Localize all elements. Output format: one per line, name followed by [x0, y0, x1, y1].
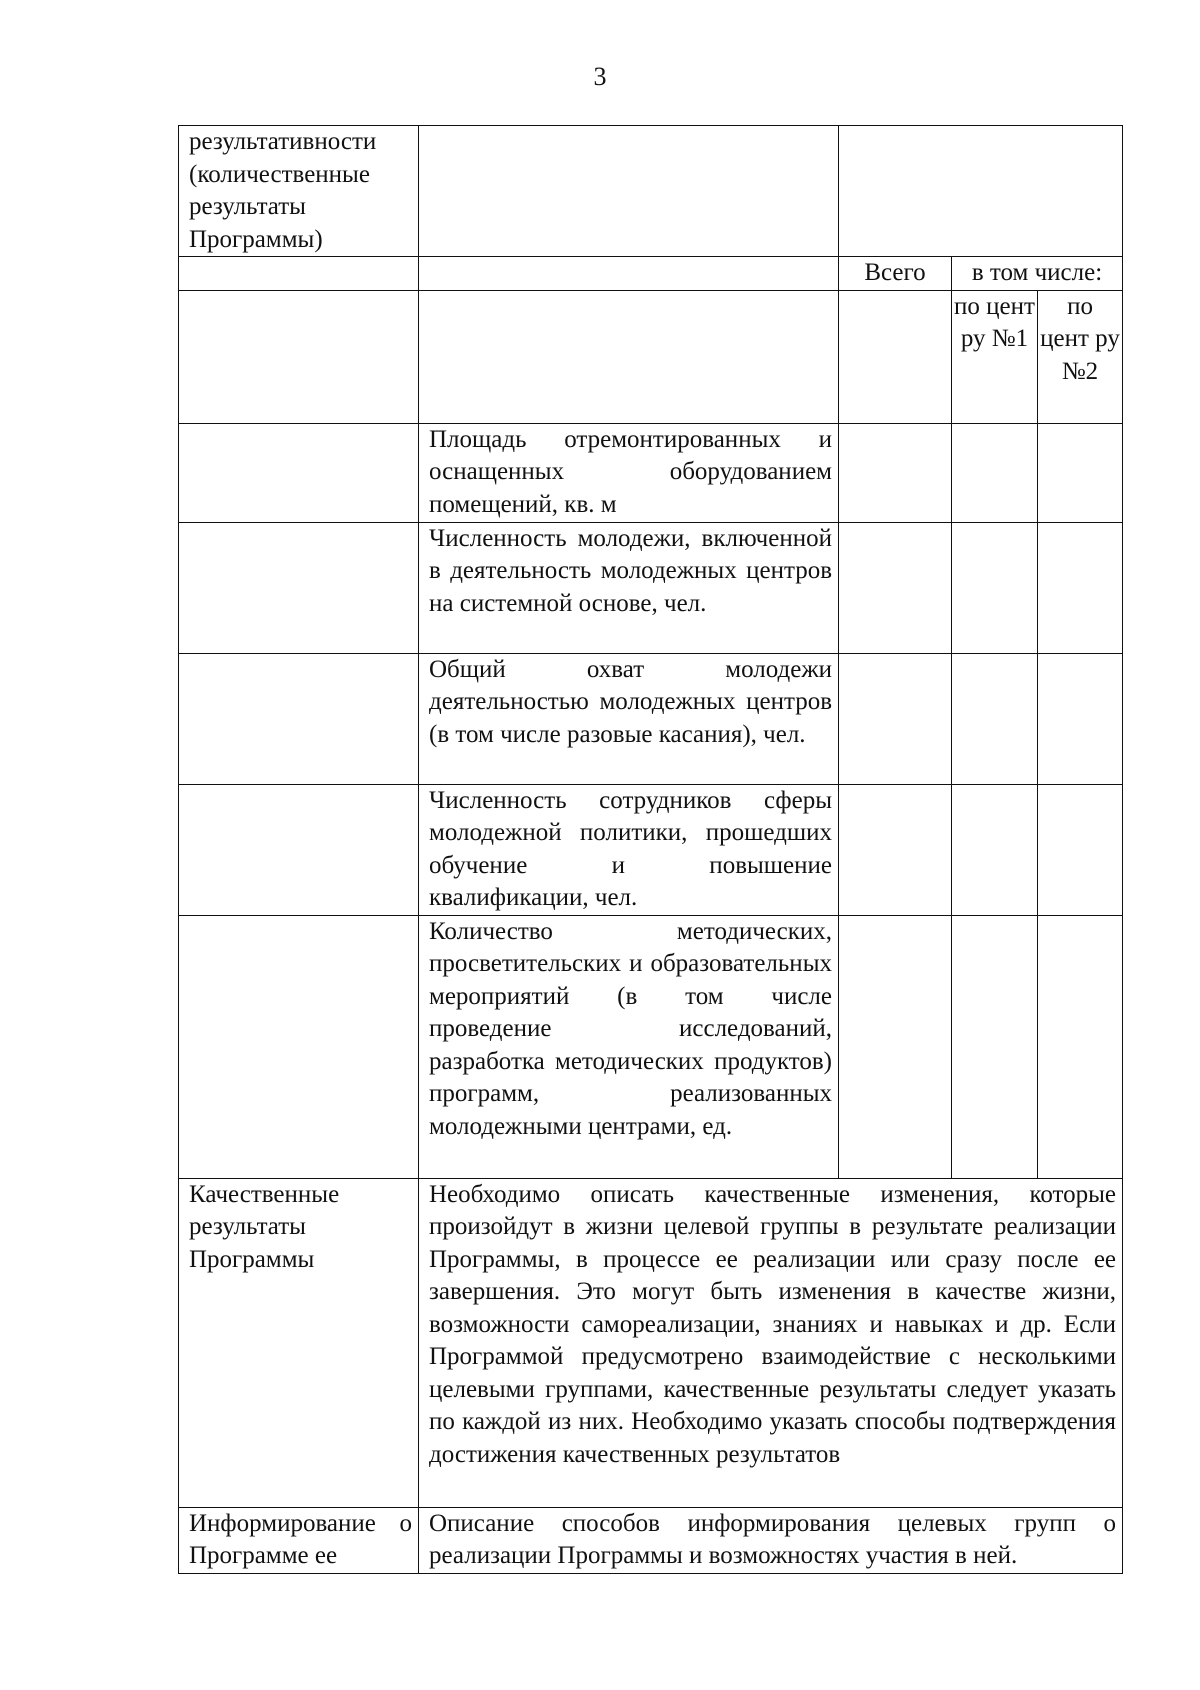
total-value-cell — [839, 522, 952, 653]
empty-cell — [419, 126, 839, 257]
empty-cell — [179, 257, 419, 291]
empty-cell — [839, 126, 1123, 257]
empty-cell — [419, 290, 839, 423]
empty-cell — [179, 784, 419, 915]
center1-value-cell — [952, 423, 1038, 522]
table-row — [179, 522, 1123, 653]
empty-cell — [179, 423, 419, 522]
table-row-qualitative — [179, 1178, 1123, 1507]
informing-description: Описание способов информирования целевых групп о реализации Программы и возможностях участия в ней. — [419, 1507, 1123, 1573]
center1-header: по цент ру №1 — [952, 290, 1038, 423]
table-row — [179, 423, 1123, 522]
informing-label: Информирование о Программе ее — [179, 1507, 419, 1573]
empty-cell — [839, 290, 952, 423]
table-row — [179, 653, 1123, 784]
center2-value-cell — [1038, 423, 1123, 522]
page-number: 3 — [593, 62, 607, 91]
center2-value-cell — [1038, 653, 1123, 784]
qualitative-label: Качественные результаты Программы — [179, 1178, 419, 1507]
empty-cell — [179, 653, 419, 784]
table-row-informing — [179, 1507, 1123, 1573]
empty-cell — [179, 915, 419, 1178]
qualitative-description: Необходимо описать качественные изменения, которые произойдут в жизни целевой группы в результате реализации Программы, в процессе ее реализации или сразу после ее завершения. Это могут быть изменения в качестве жизни, возможности самореализации, знаниях и навыках и др. Если Программой предусмотрено взаимодействие с несколькими целевыми группами, качественные результаты следует указать по каждой из них. Необходимо указать способы подтверждения достижения качественных результатов — [419, 1178, 1123, 1507]
empty-cell — [179, 290, 419, 423]
table-row — [179, 784, 1123, 915]
center1-value-cell — [952, 915, 1038, 1178]
total-value-cell — [839, 915, 952, 1178]
table-row-header — [179, 126, 1123, 257]
table-row-total — [179, 257, 1123, 291]
empty-cell — [419, 257, 839, 291]
metric-label: Количество методических, просветительских и образовательных мероприятий (в том числе проведение исследований, разработка методических продуктов) программ, реализованных молодежными центрами, ед. — [419, 915, 839, 1178]
total-header: Всего — [839, 257, 952, 291]
table-row-subheader — [179, 290, 1123, 423]
center2-value-cell — [1038, 784, 1123, 915]
metric-label: Численность сотрудников сферы молодежной политики, прошедших обучение и повышение квалификации, чел. — [419, 784, 839, 915]
total-value-cell — [839, 653, 952, 784]
center1-value-cell — [952, 784, 1038, 915]
metric-label: Площадь отремонтированных и оснащенных оборудованием помещений, кв. м — [419, 423, 839, 522]
metric-label: Численность молодежи, включенной в деятельность молодежных центров на системной основе, чел. — [419, 522, 839, 653]
program-results-table — [178, 125, 1123, 1574]
total-value-cell — [839, 784, 952, 915]
results-label-cell: результативности (количественные результаты Программы) — [179, 126, 419, 257]
center1-value-cell — [952, 653, 1038, 784]
center2-value-cell — [1038, 915, 1123, 1178]
total-value-cell — [839, 423, 952, 522]
including-header: в том числе: — [952, 257, 1123, 291]
center2-value-cell — [1038, 522, 1123, 653]
metric-label: Общий охват молодежи деятельностью молодежных центров (в том числе разовые касания), чел. — [419, 653, 839, 784]
center1-value-cell — [952, 522, 1038, 653]
table-row — [179, 915, 1123, 1178]
empty-cell — [179, 522, 419, 653]
center2-header: по цент ру №2 — [1038, 290, 1123, 423]
